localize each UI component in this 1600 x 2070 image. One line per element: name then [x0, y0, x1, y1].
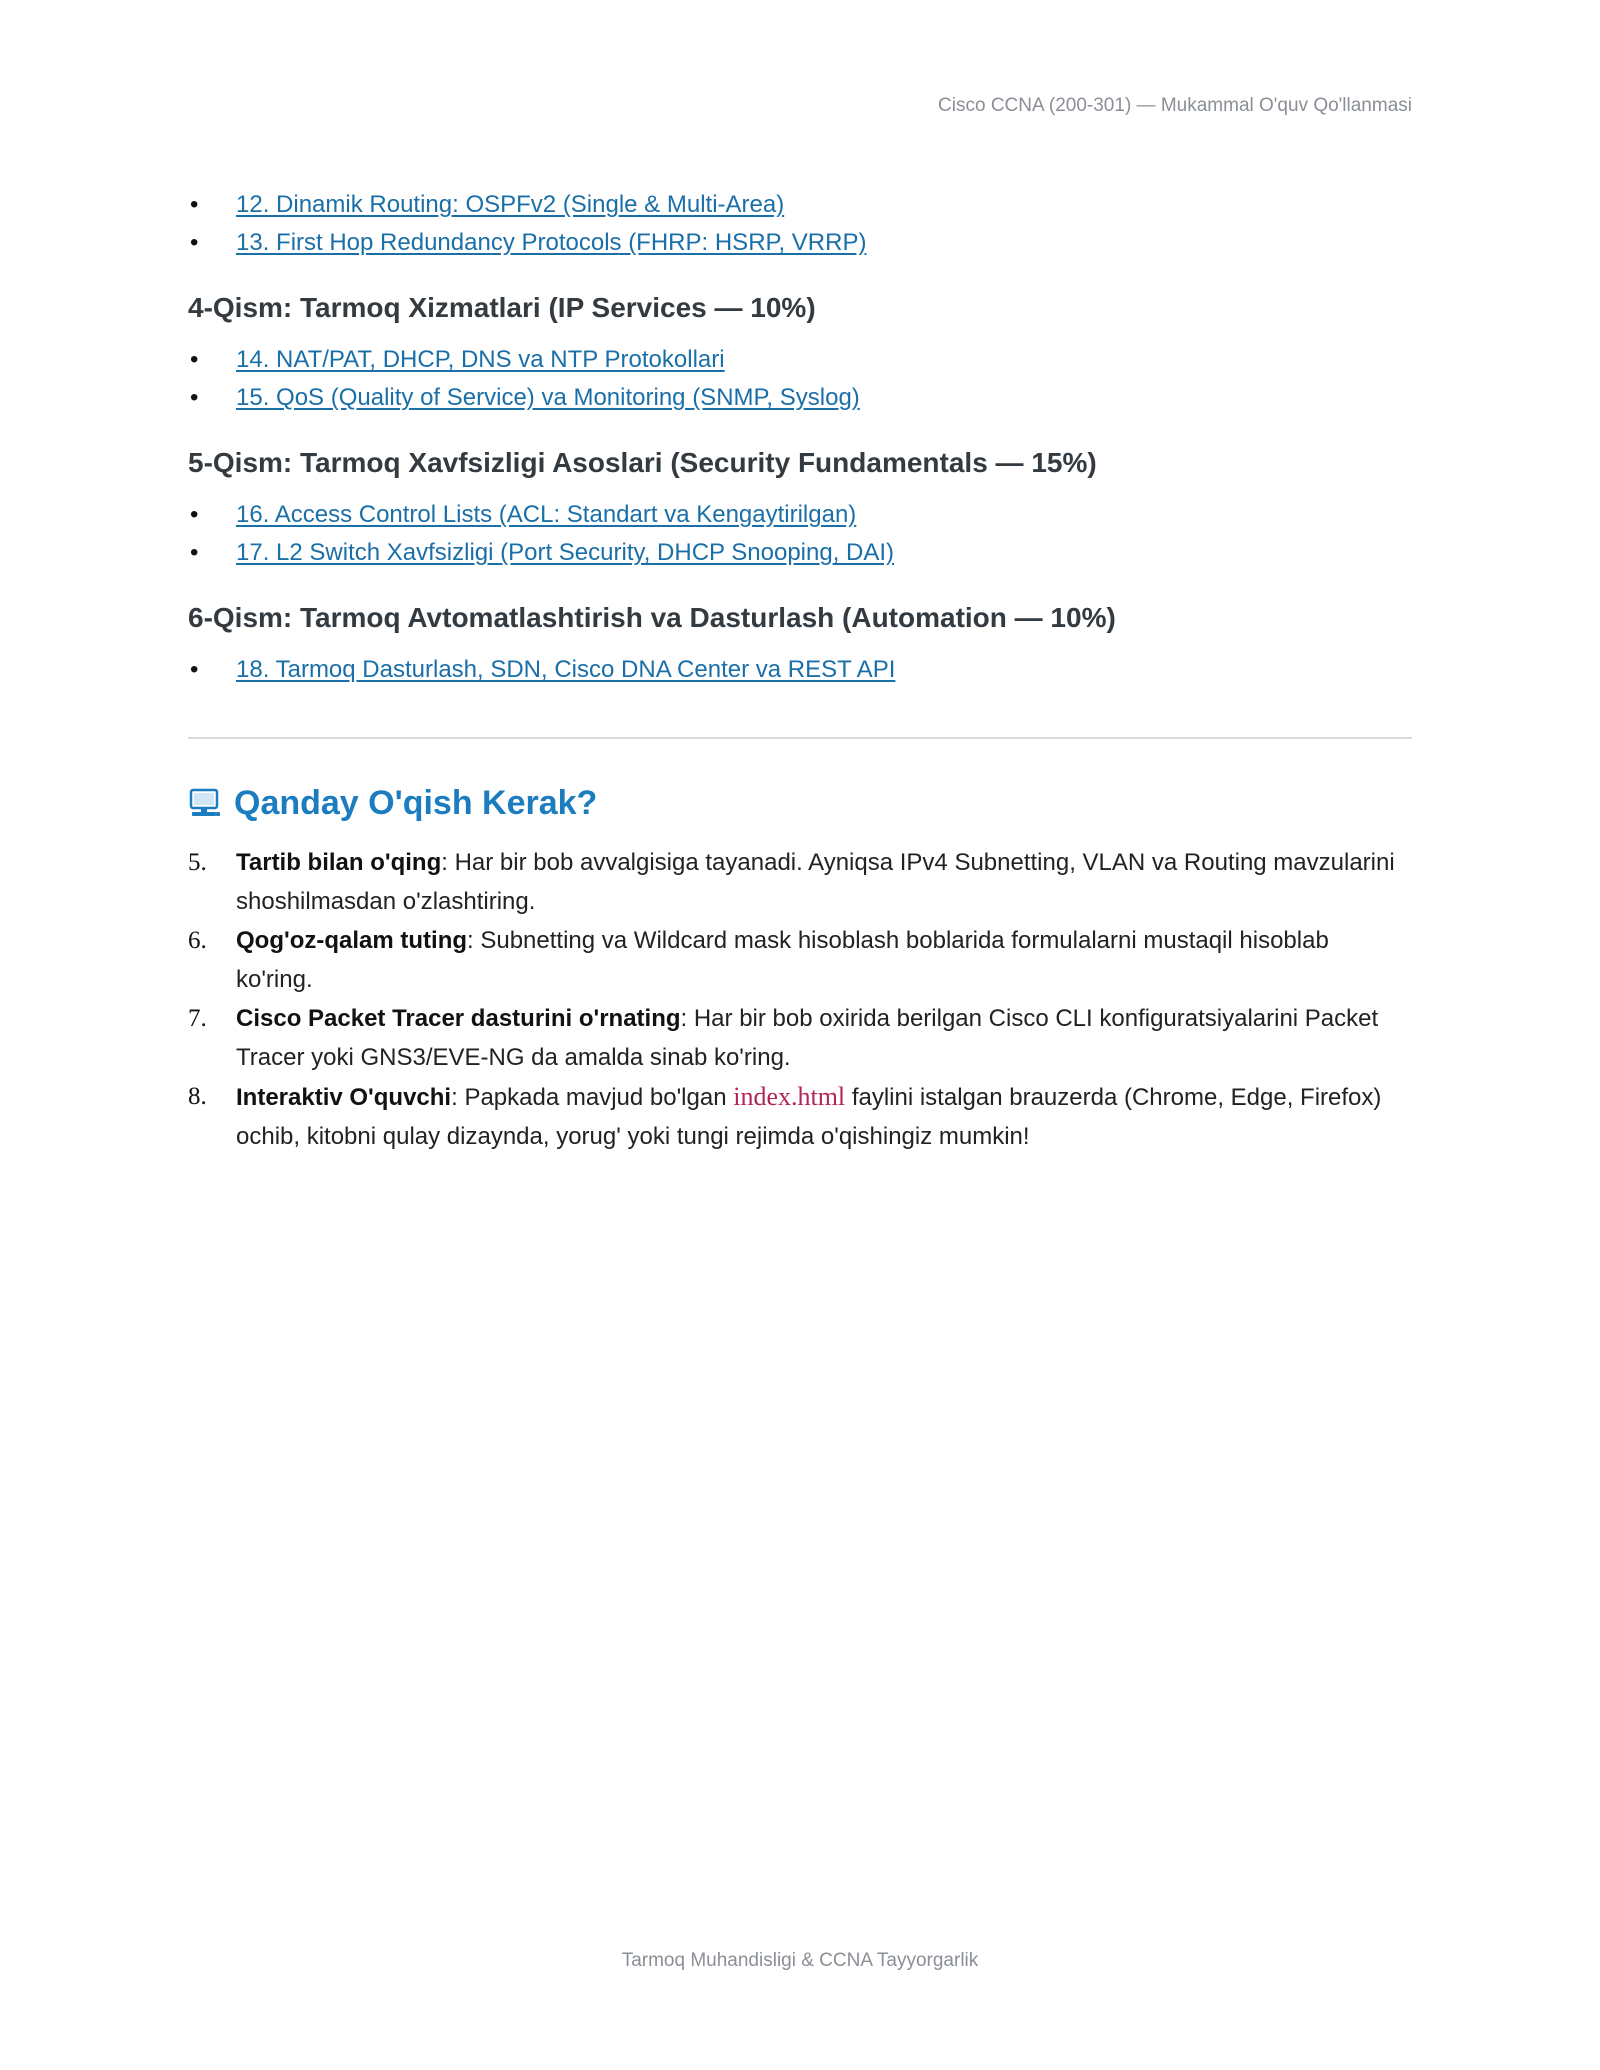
list-item: [188, 341, 1412, 379]
toc-list: [188, 341, 1412, 417]
page-footer: Tarmoq Muhandisligi & CCNA Tayyorgarlik: [621, 1950, 979, 1971]
step-title: Interaktiv O'quvchi: [236, 1084, 452, 1111]
list-item: [188, 921, 1412, 999]
document-body: [188, 186, 1412, 1156]
step-title: Cisco Packet Tracer dasturini o'rnating: [236, 1005, 681, 1032]
step-text: : Papkada mavjud bo'lgan: [451, 1084, 734, 1111]
howto-heading: [188, 781, 1412, 825]
bullet-icon: •: [190, 229, 199, 256]
step-text: : Har bir bob avvalgisiga tayanadi. Ayniqsa IPv4 Subnetting, VLAN va Routing mavzularini shoshilmasdan o'zlashtiring.: [236, 849, 1395, 915]
bullet-icon: •: [190, 501, 199, 528]
section-heading-6: 6-Qism: Tarmoq Avtomatlashtirish va Dasturlash (Automation — 10%): [188, 602, 1116, 633]
step-text: : Subnetting va Wildcard mask hisoblash boblarida formulalarni mustaqil hisoblab ko'ring.: [236, 927, 1329, 993]
bullet-icon: •: [190, 656, 199, 683]
list-item: [188, 379, 1412, 417]
toc-list: [188, 651, 1412, 689]
list-item: [188, 534, 1412, 572]
section-heading-4: 4-Qism: Tarmoq Xizmatlari (IP Services — 10%): [188, 292, 816, 323]
step-text: faylini istalgan brauzerda (Chrome, Edge, Firefox) ochib, kitobni qulay dizaynda, yorug' yoki tungi rejimda o'qishingiz mumkin!: [236, 1084, 1382, 1150]
step-title: Qog'oz-qalam tuting: [236, 927, 468, 954]
bullet-icon: •: [190, 384, 199, 411]
bullet-icon: •: [190, 346, 199, 373]
list-item: [188, 1077, 1412, 1156]
howto-steps: [188, 843, 1412, 1156]
list-item: [188, 186, 1412, 224]
computer-icon: [188, 786, 222, 820]
step-number: 7.: [188, 1005, 207, 1032]
list-item: [188, 496, 1412, 534]
toc-link-16[interactable]: 16. Access Control Lists (ACL: Standart va Kengaytirilgan): [236, 501, 857, 528]
list-item: [188, 843, 1412, 921]
toc-list: [188, 186, 1412, 262]
toc-link-12[interactable]: 12. Dinamik Routing: OSPFv2 (Single & Multi-Area): [236, 191, 785, 218]
step-number: 8.: [188, 1083, 207, 1110]
toc-list: [188, 496, 1412, 572]
step-number: 5.: [188, 849, 207, 876]
howto-title: Qanday O'qish Kerak?: [234, 784, 598, 822]
horizontal-divider: [188, 737, 1412, 739]
toc-link-14[interactable]: 14. NAT/PAT, DHCP, DNS va NTP Protokollari: [236, 346, 725, 373]
toc-link-17[interactable]: 17. L2 Switch Xavfsizligi (Port Security, DHCP Snooping, DAI): [236, 539, 895, 566]
step-text: : Har bir bob oxirida berilgan Cisco CLI konfiguratsiyalarini Packet Tracer yoki GNS3/EVE-NG da amalda sinab ko'ring.: [236, 1005, 1379, 1071]
step-title: Tartib bilan o'qing: [236, 849, 442, 876]
toc-link-18[interactable]: 18. Tarmoq Dasturlash, SDN, Cisco DNA Center va REST API: [236, 656, 896, 683]
toc-link-15[interactable]: 15. QoS (Quality of Service) va Monitoring (SNMP, Syslog): [236, 384, 860, 411]
bullet-icon: •: [190, 539, 199, 566]
list-item: [188, 999, 1412, 1077]
list-item: [188, 224, 1412, 262]
list-item: [188, 651, 1412, 689]
page-header: Cisco CCNA (200-301) — Mukammal O'quv Qo'llanmasi: [938, 95, 1412, 116]
inline-code: index.html: [733, 1082, 846, 1111]
section-heading-5: 5-Qism: Tarmoq Xavfsizligi Asoslari (Security Fundamentals — 15%): [188, 447, 1097, 478]
bullet-icon: •: [190, 191, 199, 218]
step-number: 6.: [188, 927, 207, 954]
toc-link-13[interactable]: 13. First Hop Redundancy Protocols (FHRP: HSRP, VRRP): [236, 229, 867, 256]
